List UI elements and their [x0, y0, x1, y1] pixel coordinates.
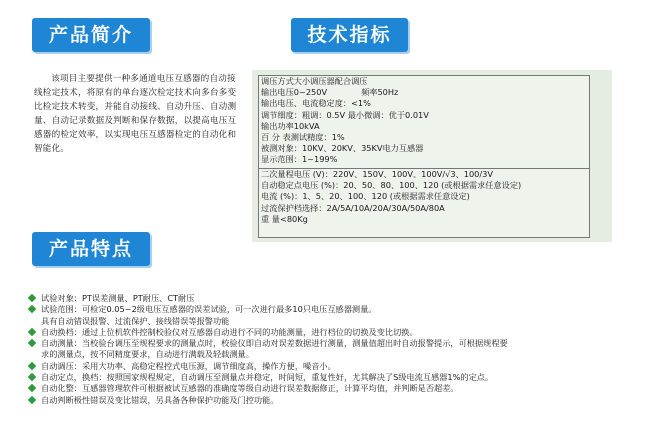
- list-item: [29, 293, 629, 304]
- section-title-intro: 产品简介: [32, 18, 150, 52]
- spec-line: 过流保护档选择：2A/5A/10A/20A/30A/50A/80A: [261, 202, 445, 213]
- spec-table-top: [258, 75, 590, 170]
- spec-line-extra: 频率50Hz: [361, 87, 399, 98]
- feature-text: 自动测量：当校验台调压至规程要求的测量点时，校验仪即自动对误差数据进行测量，测量值超出时自动报警提示，可根据规程要: [41, 338, 508, 349]
- spec-line: 自动稳定点电压 (%)：20、50、80、100、120 (或根据需求任意设定): [261, 180, 522, 191]
- feature-text: 试验范围：可检定0.05~2级电压互感器的误差试验，可一次进行最多10只电压互感器测量。: [41, 304, 377, 315]
- diamond-bullet-icon: [28, 362, 36, 370]
- list-item: [29, 304, 629, 315]
- diamond-bullet-icon: [28, 395, 36, 403]
- feature-text: 具有自动错误报警、过流保护、接线错误等报警功能: [41, 315, 230, 326]
- spec-line: 二次量程电压 (V)：220V、150V、100V、100V/√3、100/3V: [261, 169, 493, 179]
- spec-line: 输出功率10kVA: [261, 120, 320, 131]
- diamond-bullet-icon: [28, 294, 36, 302]
- list-item: [29, 327, 629, 338]
- list-item: [29, 338, 629, 349]
- feature-text: 自动调压：采用大功率、高稳定程控式电压源，调节细度高，操作方便，噪音小。: [41, 360, 336, 371]
- spec-line: [259, 87, 589, 98]
- spec-table-bottom: [258, 168, 590, 238]
- feature-text: 试验对象：PT误差测量、PT耐压、CT耐压: [41, 293, 195, 303]
- spec-line: 输出电压、电流稳定度：<1%: [261, 98, 371, 109]
- diamond-bullet-icon: [28, 384, 36, 392]
- diamond-bullet-icon: [28, 339, 36, 347]
- feature-text: 求的测量点，按不同精度要求，自动进行满载及轻载测量。: [41, 349, 254, 360]
- list-item: [29, 383, 629, 394]
- spec-line: 重 量<80Kg: [261, 213, 308, 224]
- diamond-bullet-icon: [28, 328, 36, 336]
- spec-line: 显示范围：1~199%: [261, 154, 338, 165]
- list-item: [29, 349, 629, 360]
- intro-paragraph: 该项目主要提供一种多通道电压互感器的自动接线检定技术，将原有的单台逐次检定技术向多台多变比检定技术转变，并能自动接线、自动升压、自动测量、自动记录数据及判断和保存数据，以提高电压互感器的检定效率，以实现电压互感器检定的自动化和智能化。: [34, 74, 237, 154]
- spec-line: 被测对象：10KV、20KV、35KV电力互感器: [261, 143, 424, 154]
- spec-line: 调节细度：粗调：0.5V 最小微调：优于0.01V: [261, 109, 429, 120]
- diamond-bullet-icon: [28, 373, 36, 381]
- features-list: [29, 293, 629, 406]
- spec-line: 百 分 表测试精度：1%: [261, 132, 345, 143]
- list-item: [29, 316, 629, 327]
- spec-line: 电流 (%)：1、5、20、100、120 (或根据需求任意设定): [261, 191, 470, 202]
- diamond-bullet-icon: [28, 305, 36, 313]
- section-title-tech-specs: 技术指标: [291, 18, 408, 52]
- feature-text: 自动定点，换档：按照国家规程规定，自动调压至测量点并稳定，时间短，重复性好，尤其解决了S级电流互感器1%的定点。: [41, 372, 494, 383]
- feature-text: 自动换档：通过上位机软件控制校验仪对互感器自动进行不同的功能测量，进行档位的切换及变比切换。: [41, 326, 418, 337]
- spec-line-text: 输出电压0~250V: [261, 87, 328, 98]
- list-item: [29, 395, 629, 406]
- spec-line: 调压方式大小调压器配合调压: [261, 76, 368, 86]
- feature-text: 自动判断极性错误及变比错误，另具备各种保护功能及门控功能。: [41, 394, 279, 405]
- list-item: [29, 372, 629, 383]
- feature-text: 自动化整：互感器管理软件可根据被试互感器的准确度等级自动进行误差数据修正，计算平均值，并判断是否超差。: [41, 383, 459, 394]
- section-title-features: 产品特点: [32, 232, 150, 266]
- list-item: [29, 361, 629, 372]
